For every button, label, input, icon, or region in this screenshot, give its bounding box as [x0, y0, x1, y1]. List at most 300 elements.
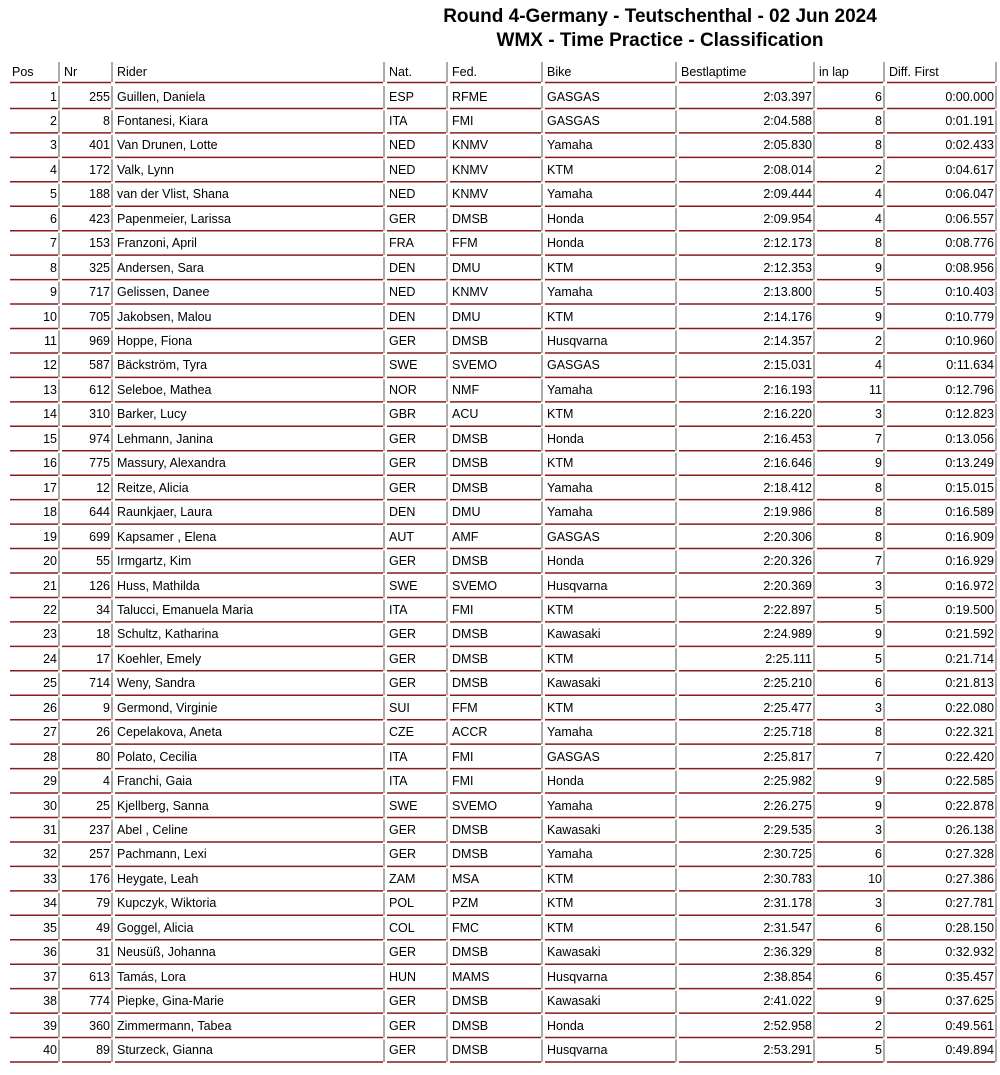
cell-bike: Yamaha — [547, 187, 593, 202]
cell-fed: DMSB — [452, 945, 489, 960]
cell-bestlaptime: 2:16.646 — [763, 456, 812, 471]
cell-in-lap: 8 — [875, 505, 882, 520]
cell-rider: Cepelakova, Aneta — [117, 725, 222, 740]
cell-bike: Yamaha — [547, 480, 593, 495]
cell-in-lap: 6 — [875, 920, 882, 935]
cell-in-lap: 7 — [875, 749, 882, 764]
cell-fed: FMI — [452, 602, 474, 617]
cell-pos: 8 — [50, 260, 57, 275]
cell-bestlaptime: 2:13.800 — [763, 285, 812, 300]
cell-fed: FFM — [452, 236, 478, 251]
header-in-lap: in lap — [819, 65, 849, 79]
cell-nr: 587 — [89, 358, 110, 373]
cell-in-lap: 6 — [875, 676, 882, 691]
cell-fed: DMSB — [452, 994, 489, 1009]
cell-rider: Neusüß, Johanna — [117, 945, 216, 960]
cell-in-lap: 3 — [875, 896, 882, 911]
cell-rider: Reitze, Alicia — [117, 480, 189, 495]
header-nat: Nat. — [389, 65, 412, 79]
cell-diff-first: 0:16.929 — [945, 554, 994, 569]
cell-fed: SVEMO — [452, 578, 498, 593]
cell-bestlaptime: 2:36.329 — [763, 945, 812, 960]
cell-fed: FMI — [452, 749, 474, 764]
cell-fed: DMU — [452, 505, 481, 520]
cell-pos: 30 — [43, 798, 57, 813]
cell-bike: KTM — [547, 407, 574, 422]
cell-rider: Franchi, Gaia — [117, 774, 193, 789]
cell-rider: Van Drunen, Lotte — [117, 138, 218, 153]
cell-pos: 22 — [43, 602, 57, 617]
cell-in-lap: 9 — [875, 798, 882, 813]
cell-nr: 310 — [89, 407, 110, 422]
cell-fed: SVEMO — [452, 798, 498, 813]
header-bestlaptime: Bestlaptime — [681, 65, 747, 79]
cell-diff-first: 0:06.557 — [945, 211, 994, 226]
cell-diff-first: 0:27.386 — [945, 871, 994, 886]
cell-rider: Weny, Sandra — [117, 676, 196, 691]
cell-in-lap: 8 — [875, 480, 882, 495]
cell-nat: GER — [389, 994, 417, 1009]
cell-nr: 4 — [103, 774, 110, 789]
cell-nat: GER — [389, 1018, 417, 1033]
cell-nr: 969 — [89, 334, 110, 348]
cell-nr: 360 — [89, 1018, 110, 1033]
cell-rider: Raunkjaer, Laura — [117, 505, 213, 520]
cell-bestlaptime: 2:15.031 — [763, 358, 812, 373]
cell-bestlaptime: 2:41.022 — [763, 994, 812, 1009]
cell-rider: Gelissen, Danee — [117, 285, 210, 300]
cell-fed: DMSB — [452, 431, 489, 446]
cell-pos: 27 — [43, 725, 57, 740]
cell-diff-first: 0:10.403 — [945, 285, 994, 300]
cell-nat: DEN — [389, 260, 416, 275]
cell-nr: 172 — [89, 162, 110, 177]
cell-in-lap: 3 — [875, 700, 882, 715]
cell-nr: 80 — [96, 749, 110, 764]
cell-bike: Yamaha — [547, 382, 593, 397]
cell-nat: HUN — [389, 969, 417, 984]
cell-rider: Huss, Mathilda — [117, 578, 200, 593]
cell-diff-first: 0:35.457 — [945, 969, 994, 984]
cell-fed: DMSB — [452, 1018, 489, 1033]
cell-diff-first: 0:37.625 — [945, 994, 994, 1009]
cell-bestlaptime: 2:19.986 — [763, 505, 812, 520]
cell-diff-first: 0:16.972 — [945, 578, 994, 593]
cell-bestlaptime: 2:53.291 — [763, 1043, 812, 1058]
cell-fed: NMF — [452, 382, 480, 397]
cell-bestlaptime: 2:09.954 — [763, 211, 812, 226]
cell-diff-first: 0:11.634 — [946, 358, 994, 373]
cell-nr: 717 — [89, 285, 110, 300]
cell-in-lap: 9 — [875, 627, 882, 642]
cell-diff-first: 0:16.589 — [945, 505, 994, 520]
cell-rider: Papenmeier, Larissa — [117, 211, 231, 226]
cell-diff-first: 0:00.000 — [945, 89, 994, 104]
cell-bike: Yamaha — [547, 725, 593, 740]
cell-in-lap: 3 — [875, 578, 882, 593]
cell-bike: Yamaha — [547, 285, 593, 300]
cell-nat: SWE — [389, 358, 418, 373]
cell-pos: 39 — [43, 1018, 57, 1033]
cell-pos: 26 — [43, 700, 57, 715]
cell-rider: Abel , Celine — [117, 823, 188, 837]
cell-nr: 49 — [96, 920, 110, 935]
cell-nat: GER — [389, 554, 417, 569]
cell-in-lap: 9 — [875, 774, 882, 789]
cell-bike: GASGAS — [547, 358, 600, 373]
cell-diff-first: 0:26.138 — [945, 823, 994, 837]
cell-bike: Honda — [547, 236, 584, 251]
cell-bestlaptime: 2:14.176 — [763, 309, 812, 324]
cell-in-lap: 5 — [875, 651, 882, 666]
cell-pos: 14 — [43, 407, 57, 422]
cell-pos: 29 — [43, 774, 57, 789]
cell-fed: DMU — [452, 309, 481, 324]
cell-nr: 237 — [89, 823, 110, 837]
cell-nat: GER — [389, 651, 417, 666]
cell-fed: FMI — [452, 774, 474, 789]
cell-bestlaptime: 2:26.275 — [763, 798, 812, 813]
cell-bike: Kawasaki — [547, 627, 601, 642]
cell-bestlaptime: 2:30.725 — [763, 847, 812, 862]
cell-diff-first: 0:27.328 — [945, 847, 994, 862]
cell-in-lap: 8 — [875, 138, 882, 153]
cell-bestlaptime: 2:16.193 — [763, 382, 812, 397]
cell-in-lap: 9 — [875, 309, 882, 324]
cell-bestlaptime: 2:31.547 — [763, 920, 812, 935]
cell-fed: DMSB — [452, 211, 489, 226]
cell-diff-first: 0:06.047 — [945, 187, 994, 202]
cell-in-lap: 5 — [875, 1043, 882, 1058]
cell-bestlaptime: 2:31.178 — [763, 896, 812, 911]
cell-rider: Talucci, Emanuela Maria — [117, 602, 254, 617]
cell-fed: DMSB — [452, 480, 489, 495]
cell-pos: 32 — [43, 847, 57, 862]
cell-nat: DEN — [389, 505, 416, 520]
cell-nr: 26 — [96, 725, 110, 740]
cell-in-lap: 10 — [868, 871, 882, 886]
cell-nat: ITA — [389, 602, 408, 617]
cell-nr: 17 — [96, 651, 110, 666]
cell-rider: van der Vlist, Shana — [117, 187, 229, 202]
cell-in-lap: 8 — [875, 945, 882, 960]
cell-nat: GER — [389, 456, 417, 471]
cell-pos: 3 — [50, 138, 57, 153]
cell-nat: DEN — [389, 309, 416, 324]
cell-nat: GER — [389, 823, 417, 837]
cell-diff-first: 0:19.500 — [945, 602, 994, 617]
cell-rider: Fontanesi, Kiara — [117, 113, 209, 128]
cell-bike: KTM — [547, 871, 574, 886]
cell-bike: GASGAS — [547, 113, 600, 128]
cell-bestlaptime: 2:20.369 — [763, 578, 812, 593]
cell-nr: 423 — [89, 211, 110, 226]
cell-bestlaptime: 2:25.718 — [763, 725, 812, 740]
cell-bike: Husqvarna — [547, 969, 608, 984]
cell-diff-first: 0:12.823 — [945, 407, 994, 422]
cell-in-lap: 9 — [875, 994, 882, 1009]
cell-nr: 55 — [96, 554, 110, 569]
cell-rider: Jakobsen, Malou — [117, 309, 212, 324]
cell-nat: ESP — [389, 89, 415, 104]
cell-bike: Kawasaki — [547, 823, 601, 837]
cell-pos: 4 — [50, 162, 57, 177]
cell-fed: DMSB — [452, 651, 489, 666]
cell-in-lap: 9 — [875, 260, 882, 275]
cell-in-lap: 8 — [875, 725, 882, 740]
cell-nr: 153 — [89, 236, 110, 251]
cell-rider: Polato, Cecilia — [117, 749, 197, 764]
cell-fed: SVEMO — [452, 358, 498, 373]
cell-diff-first: 0:22.420 — [945, 749, 994, 764]
cell-bestlaptime: 2:25.477 — [763, 700, 812, 715]
cell-in-lap: 3 — [875, 823, 882, 837]
cell-bike: GASGAS — [547, 529, 600, 544]
cell-nat: COL — [389, 920, 415, 935]
cell-nr: 25 — [96, 798, 110, 813]
cell-fed: FMI — [452, 113, 474, 128]
cell-nat: GER — [389, 945, 417, 960]
cell-bike: Yamaha — [547, 798, 593, 813]
cell-rider: Schultz, Katharina — [117, 627, 219, 642]
header-pos: Pos — [12, 65, 34, 79]
cell-nat: FRA — [389, 236, 414, 251]
cell-nat: ITA — [389, 749, 408, 764]
cell-in-lap: 9 — [875, 456, 882, 471]
cell-diff-first: 0:32.932 — [945, 945, 994, 960]
cell-pos: 13 — [43, 382, 57, 397]
cell-nat: SUI — [389, 700, 410, 715]
cell-pos: 38 — [43, 994, 57, 1009]
cell-bike: GASGAS — [547, 749, 600, 764]
cell-diff-first: 0:27.781 — [945, 896, 994, 911]
cell-bestlaptime: 2:25.982 — [763, 774, 812, 789]
cell-pos: 12 — [43, 358, 57, 373]
cell-nat: NED — [389, 285, 416, 300]
cell-bestlaptime: 2:20.326 — [763, 554, 812, 569]
cell-bestlaptime: 2:22.897 — [763, 602, 812, 617]
cell-pos: 18 — [43, 505, 57, 520]
cell-in-lap: 2 — [875, 162, 882, 177]
cell-diff-first: 0:49.561 — [945, 1018, 994, 1033]
cell-bike: KTM — [547, 700, 574, 715]
cell-bike: Honda — [547, 774, 584, 789]
cell-rider: Goggel, Alicia — [117, 920, 194, 935]
cell-in-lap: 2 — [875, 1018, 882, 1033]
cell-fed: FFM — [452, 700, 478, 715]
cell-nat: GER — [389, 627, 417, 642]
cell-fed: DMSB — [452, 456, 489, 471]
cell-nat: ZAM — [389, 871, 416, 886]
cell-diff-first: 0:15.015 — [945, 480, 994, 495]
cell-bike: Kawasaki — [547, 945, 601, 960]
cell-pos: 15 — [43, 431, 57, 446]
cell-bestlaptime: 2:14.357 — [763, 334, 812, 348]
cell-bestlaptime: 2:08.014 — [763, 162, 812, 177]
cell-nr: 188 — [89, 187, 110, 202]
cell-pos: 17 — [43, 480, 57, 495]
cell-nr: 613 — [89, 969, 110, 984]
cell-diff-first: 0:12.796 — [945, 382, 994, 397]
cell-diff-first: 0:13.056 — [945, 431, 994, 446]
cell-pos: 10 — [43, 309, 57, 324]
cell-diff-first: 0:10.779 — [945, 309, 994, 324]
cell-pos: 35 — [43, 920, 57, 935]
cell-bike: Husqvarna — [547, 1043, 608, 1058]
cell-nat: NED — [389, 138, 416, 153]
cell-nr: 644 — [89, 505, 110, 520]
cell-bike: Husqvarna — [547, 578, 608, 593]
cell-pos: 6 — [50, 211, 57, 226]
cell-fed: DMU — [452, 260, 481, 275]
cell-nat: GER — [389, 676, 417, 691]
cell-in-lap: 11 — [869, 382, 882, 397]
cell-pos: 1 — [50, 89, 57, 104]
cell-in-lap: 5 — [875, 602, 882, 617]
cell-nat: SWE — [389, 798, 418, 813]
cell-nr: 775 — [89, 456, 110, 471]
cell-diff-first: 0:21.813 — [945, 676, 994, 691]
cell-rider: Germond, Virginie — [117, 700, 218, 715]
cell-bestlaptime: 2:18.412 — [763, 480, 812, 495]
cell-nr: 12 — [96, 480, 110, 495]
cell-nat: GBR — [389, 407, 417, 422]
cell-pos: 31 — [43, 823, 57, 837]
header-rider: Rider — [117, 65, 147, 79]
cell-fed: FMC — [452, 920, 480, 935]
cell-bike: Yamaha — [547, 138, 593, 153]
cell-nr: 612 — [89, 382, 110, 397]
cell-bestlaptime: 2:05.830 — [763, 138, 812, 153]
cell-nat: ITA — [389, 113, 408, 128]
cell-bike: Honda — [547, 211, 584, 226]
cell-bestlaptime: 2:09.444 — [763, 187, 812, 202]
cell-in-lap: 8 — [875, 529, 882, 544]
cell-pos: 2 — [50, 113, 57, 128]
header-diff-first: Diff. First — [889, 65, 939, 79]
cell-bestlaptime: 2:03.397 — [763, 89, 812, 104]
cell-rider: Valk, Lynn — [117, 162, 174, 177]
cell-fed: PZM — [452, 896, 479, 911]
cell-bike: Kawasaki — [547, 994, 601, 1009]
cell-pos: 21 — [43, 578, 57, 593]
cell-in-lap: 2 — [875, 334, 882, 348]
cell-pos: 28 — [43, 749, 57, 764]
cell-bestlaptime: 2:38.854 — [763, 969, 812, 984]
cell-nat: GER — [389, 480, 417, 495]
cell-pos: 7 — [50, 236, 57, 251]
cell-nat: SWE — [389, 578, 418, 593]
cell-bestlaptime: 2:12.173 — [763, 236, 812, 251]
cell-nr: 89 — [96, 1043, 110, 1058]
cell-rider: Massury, Alexandra — [117, 456, 226, 471]
cell-bike: KTM — [547, 651, 574, 666]
cell-bike: Kawasaki — [547, 676, 601, 691]
cell-nat: CZE — [389, 725, 414, 740]
cell-fed: RFME — [452, 89, 488, 104]
cell-nat: GER — [389, 847, 417, 862]
cell-pos: 16 — [43, 456, 57, 471]
cell-bestlaptime: 2:25.111 — [765, 651, 812, 666]
cell-fed: MAMS — [452, 969, 490, 984]
cell-nat: POL — [389, 896, 415, 911]
cell-fed: AMF — [452, 529, 479, 544]
cell-pos: 11 — [44, 334, 57, 348]
cell-nr: 79 — [96, 896, 110, 911]
cell-bike: Honda — [547, 1018, 584, 1033]
cell-in-lap: 8 — [875, 113, 882, 128]
cell-bike: KTM — [547, 162, 574, 177]
cell-bike: KTM — [547, 920, 574, 935]
cell-diff-first: 0:21.592 — [945, 627, 994, 642]
cell-in-lap: 5 — [875, 285, 882, 300]
cell-nr: 401 — [89, 138, 110, 153]
cell-nr: 255 — [89, 89, 110, 104]
cell-diff-first: 0:01.191 — [945, 113, 994, 128]
cell-diff-first: 0:22.878 — [945, 798, 994, 813]
cell-in-lap: 6 — [875, 969, 882, 984]
cell-nr: 699 — [89, 529, 110, 544]
cell-pos: 34 — [43, 896, 57, 911]
cell-fed: DMSB — [452, 823, 489, 837]
cell-nr: 257 — [89, 847, 110, 862]
cell-rider: Koehler, Emely — [117, 651, 202, 666]
cell-diff-first: 0:04.617 — [945, 162, 994, 177]
cell-bike: KTM — [547, 456, 574, 471]
cell-bestlaptime: 2:25.210 — [763, 676, 812, 691]
cell-diff-first: 0:13.249 — [945, 456, 994, 471]
cell-rider: Tamás, Lora — [117, 969, 186, 984]
cell-rider: Andersen, Sara — [117, 260, 204, 275]
cell-fed: MSA — [452, 871, 480, 886]
cell-bike: Husqvarna — [547, 334, 608, 348]
cell-rider: Kupczyk, Wiktoria — [117, 896, 217, 911]
cell-nat: GER — [389, 1043, 417, 1058]
cell-in-lap: 7 — [875, 431, 882, 446]
cell-nr: 325 — [89, 260, 110, 275]
cell-bike: KTM — [547, 896, 574, 911]
page-title: Round 4-Germany - Teutschenthal - 02 Jun 2024 — [443, 6, 877, 27]
cell-pos: 23 — [43, 627, 57, 642]
cell-bestlaptime: 2:24.989 — [763, 627, 812, 642]
cell-in-lap: 4 — [875, 358, 882, 373]
cell-rider: Kjellberg, Sanna — [117, 798, 209, 813]
cell-diff-first: 0:10.960 — [945, 334, 994, 348]
cell-bestlaptime: 2:04.588 — [763, 113, 812, 128]
cell-in-lap: 6 — [875, 847, 882, 862]
cell-pos: 5 — [50, 187, 57, 202]
cell-bestlaptime: 2:16.453 — [763, 431, 812, 446]
cell-bike: KTM — [547, 602, 574, 617]
header-nr: Nr — [64, 65, 78, 79]
cell-pos: 24 — [43, 651, 57, 666]
cell-diff-first: 0:28.150 — [945, 920, 994, 935]
cell-rider: Guillen, Daniela — [117, 89, 206, 104]
cell-fed: ACCR — [452, 725, 488, 740]
cell-rider: Barker, Lucy — [117, 407, 187, 422]
cell-nr: 774 — [89, 994, 110, 1009]
page-subtitle: WMX - Time Practice - Classification — [496, 30, 824, 51]
cell-nr: 34 — [96, 602, 110, 617]
cell-in-lap: 3 — [875, 407, 882, 422]
cell-pos: 40 — [43, 1043, 57, 1058]
cell-pos: 33 — [43, 871, 57, 886]
cell-pos: 25 — [43, 676, 57, 691]
cell-nr: 714 — [89, 676, 110, 691]
cell-in-lap: 4 — [875, 211, 882, 226]
cell-fed: DMSB — [452, 554, 489, 569]
cell-bestlaptime: 2:12.353 — [763, 260, 812, 275]
